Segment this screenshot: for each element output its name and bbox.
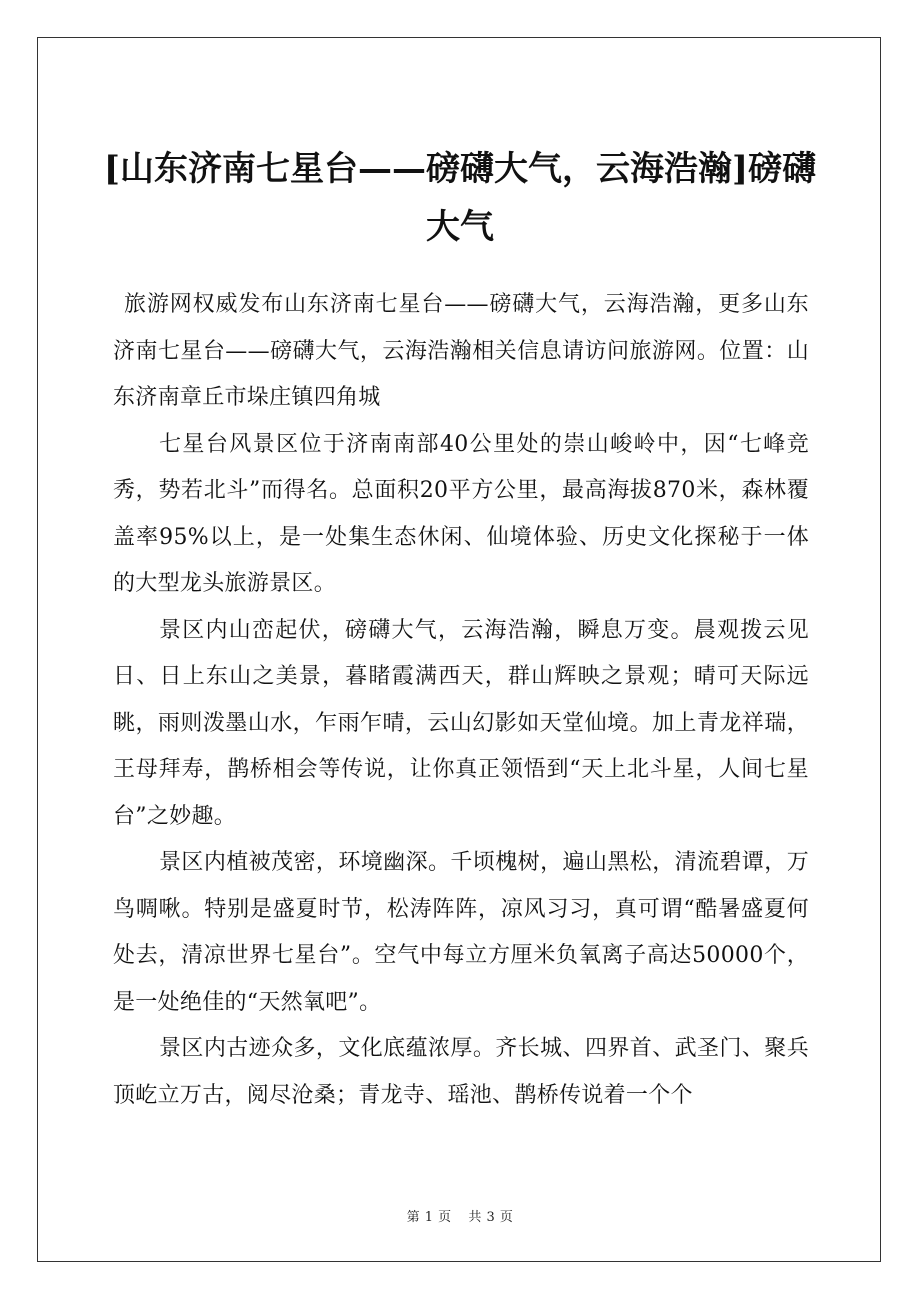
page-footer [0,1206,920,1225]
document-title: [山东济南七星台——磅礴大气，云海浩瀚]磅礴大气 [103,149,817,247]
paragraph-heritage: 景区内古迹众多，文化底蕴浓厚。齐长城、四界首、武圣门、聚兵顶屹立万古，阅尽沧桑；青龙寺、瑶池、鹊桥传说着一个个 [113,1036,809,1108]
paragraph-vegetation: 景区内植被茂密，环境幽深。千顷槐树，遍山黑松，清流碧谭，万鸟啁啾。特别是盛夏时节，松涛阵阵，凉风习习，真可谓“酷暑盛夏何处去，清凉世界七星台”。空气中每立方厘米负氧离子高达50000个，是一处绝佳的“天然氧吧”。 [113,850,809,1015]
page-number-total: 共 3 页 [468,1210,514,1225]
paragraph-scenery: 景区内山峦起伏，磅礴大气，云海浩瀚，瞬息万变。晨观拨云见日、日上东山之美景，暮睹霞满西天，群山辉映之景观；晴可天际远眺，雨则泼墨山水，乍雨乍晴，云山幻影如天堂仙境。加上青龙祥瑞，王母拜寿，鹊桥相会等传说，让你真正领悟到“天上北斗星，人间七星台”之妙趣。 [113,617,809,829]
page-number-current: 第 1 页 [406,1210,452,1225]
paragraph-overview: 七星台风景区位于济南南部40公里处的崇山峻岭中，因“七峰竞秀，势若北斗”而得名。总面积20平方公里，最高海拔870米，森林覆盖率95%以上，是一处集生态休闲、仙境体验、历史文化探秘于一体的大型龙头旅游景区。 [113,431,809,596]
document-body [113,282,809,1119]
paragraph-intro: 旅游网权威发布山东济南七星台——磅礴大气，云海浩瀚，更多山东济南七星台——磅礴大气，云海浩瀚相关信息请访问旅游网。位置：山东济南章丘市垛庄镇四角城 [113,292,809,410]
